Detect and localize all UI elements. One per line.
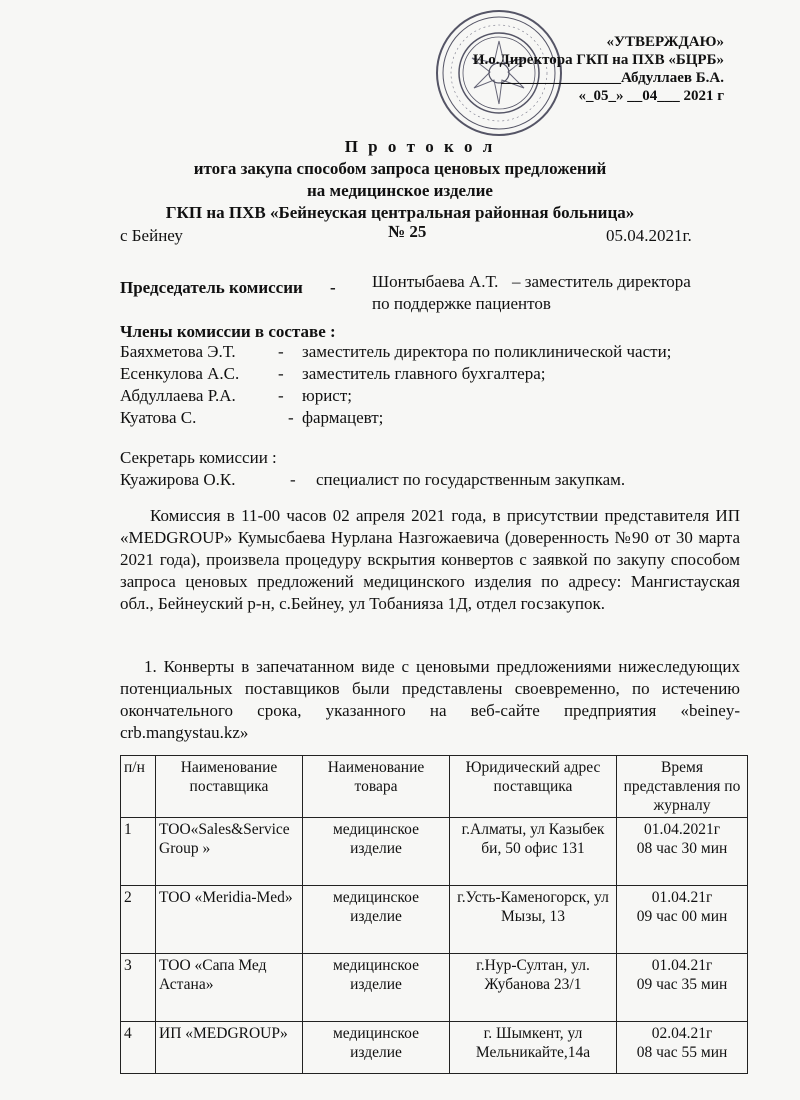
title-protocol: П р о т о к о л xyxy=(344,137,496,156)
column-header: Время представления по журналу xyxy=(617,756,748,818)
table-row xyxy=(121,1022,748,1074)
row-number: 3 xyxy=(121,954,156,1022)
secretary-name: Куажирова О.К. xyxy=(120,470,236,489)
supplier-address: г. Шымкент, ул Мельникайте,14а xyxy=(450,1022,617,1074)
product-name: медицинское изделие xyxy=(303,818,450,886)
submission-hour: 08 час 30 мин xyxy=(636,840,728,857)
member-name: Абдуллаева Р.А. xyxy=(120,386,236,405)
table-row xyxy=(121,886,748,954)
submission-hour: 08 час 55 мин xyxy=(636,1044,728,1061)
approval-position: И.о.Директора ГКП на ПХВ «БЦРБ» xyxy=(472,52,724,68)
member-dash: - xyxy=(278,386,284,405)
title-item: на медицинское изделие xyxy=(307,181,493,200)
submission-time xyxy=(617,1022,748,1074)
supplier-name: ТОО«Sales&Service Group » xyxy=(156,818,303,886)
supplier-name: ТОО «Сапа Мед Астана» xyxy=(156,954,303,1022)
submission-date: 01.04.21г xyxy=(651,889,713,906)
row-number: 2 xyxy=(121,886,156,954)
row-number: 4 xyxy=(121,1022,156,1074)
chair-label: Председатель комиссии xyxy=(120,278,303,297)
approval-title: «УТВЕРЖДАЮ» xyxy=(606,34,724,50)
column-header: Наименование товара xyxy=(303,756,450,818)
protocol-number: № 25 xyxy=(388,222,427,241)
title-subject: итога закупа способом запроса ценовых предложений xyxy=(193,159,607,178)
member-role: фармацевт; xyxy=(302,408,384,427)
submission-time xyxy=(617,954,748,1022)
supplier-address: г.Алматы, ул Казыбек би, 50 офис 131 xyxy=(450,818,617,886)
chair-role-2: по поддержке пациентов xyxy=(372,294,551,313)
member-role: юрист; xyxy=(302,386,352,405)
member-dash: - xyxy=(278,342,284,361)
submission-date: 01.04.21г xyxy=(651,957,713,974)
member-role: заместитель главного бухгалтера; xyxy=(302,364,546,383)
approval-signature-line: ________________Абдуллаев Б.А. xyxy=(500,70,724,86)
supplier-address: г.Усть-Каменогорск, ул Мызы, 13 xyxy=(450,886,617,954)
column-header: Юридический адрес поставщика xyxy=(450,756,617,818)
member-name: Куатова С. xyxy=(120,408,197,427)
column-header: Наименование поставщика xyxy=(156,756,303,818)
table-row xyxy=(121,818,748,886)
protocol-date: 05.04.2021г. xyxy=(606,226,692,245)
product-name: медицинское изделие xyxy=(303,1022,450,1074)
suppliers-table xyxy=(120,755,748,1074)
member-dash: - xyxy=(278,364,284,383)
column-header: п/н xyxy=(121,756,156,818)
row-number: 1 xyxy=(121,818,156,886)
table-header-row xyxy=(121,756,748,818)
chair-role-1: – заместитель директора xyxy=(512,272,691,291)
submission-hour: 09 час 00 мин xyxy=(636,908,728,925)
item-1-paragraph: 1. Конверты в запечатанном виде с ценовыми предложениями нижеследующих потенциальных поставщиков были представлены своевременно, по истечению окончательного срока, указанного на веб-сайте предприятия «beiney-crb.mangystau.kz» xyxy=(120,657,740,742)
approval-date: «_05_» __04___ 2021 г xyxy=(578,88,724,104)
place: с Бейнеу xyxy=(120,226,183,245)
members-label: Члены комиссии в составе : xyxy=(120,322,336,341)
submission-time xyxy=(617,886,748,954)
product-name: медицинское изделие xyxy=(303,886,450,954)
submission-date: 01.04.2021г xyxy=(643,821,721,838)
chair-name: Шонтыбаева А.Т. xyxy=(372,272,499,291)
supplier-name: ТОО «Meridia-Med» xyxy=(156,886,303,954)
title-organization: ГКП на ПХВ «Бейнеуская центральная районная больница» xyxy=(165,203,635,222)
supplier-address: г.Нур-Султан, ул. Жубанова 23/1 xyxy=(450,954,617,1022)
secretary-dash: - xyxy=(290,470,296,489)
opening-paragraph: Комиссия в 11-00 часов 02 апреля 2021 года, в присутствии представителя ИП «MEDGROUP» Кумысбаева Нурлана Назгожаевича (доверенность №90 от 30 марта 2021 года), произвела процедуру вскрытия конвертов с заявкой по закупу способом запроса ценовых предложений медицинского изделия по адресу: Мангистауская обл., Бейнеуский р-н, с.Бейнеу, ул Тобанияза 1Д, отдел госзакупок. xyxy=(120,506,740,613)
product-name: медицинское изделие xyxy=(303,954,450,1022)
member-name: Баяхметова Э.Т. xyxy=(120,342,236,361)
submission-date: 02.04.21г xyxy=(651,1025,713,1042)
table-row xyxy=(121,954,748,1022)
secretary-role: специалист по государственным закупкам. xyxy=(316,470,626,489)
member-name: Есенкулова А.С. xyxy=(120,364,240,383)
member-dash: - xyxy=(288,408,294,427)
supplier-name: ИП «MEDGROUP» xyxy=(156,1022,303,1074)
document-title xyxy=(0,136,800,224)
submission-time xyxy=(617,818,748,886)
member-role: заместитель директора по поликлинической части; xyxy=(302,342,672,361)
approval-block xyxy=(473,33,724,105)
chair-dash: - xyxy=(330,278,336,297)
submission-hour: 09 час 35 мин xyxy=(636,976,728,993)
secretary-label: Секретарь комиссии : xyxy=(120,448,277,467)
